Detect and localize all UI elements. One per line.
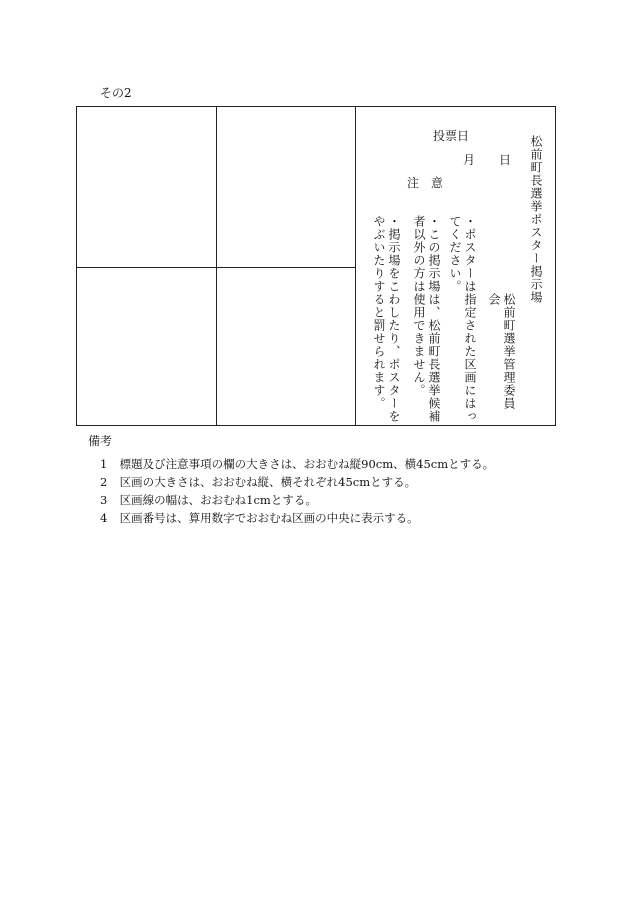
poster-section: [216, 107, 355, 267]
note-text: 区画線の幅は、おおむね1cmとする。: [119, 493, 317, 507]
notes-label: 備考: [88, 434, 113, 448]
notice-2: ・この掲示場は、松前町長選挙候補者以外の方は使用できません。: [412, 215, 441, 423]
notice-panel: [355, 107, 557, 427]
note-text: 区画の大きさは、おおむね縦、横それぞれ45cmとする。: [119, 475, 417, 489]
notice-1: ・ポスターは指定された区画にはってください。: [448, 215, 477, 423]
month-label: 月: [463, 153, 476, 167]
note-item: [100, 492, 317, 508]
note-item: [100, 510, 419, 526]
note-text: 区画番号は、算用数字でおおむね区画の中央に表示する。: [119, 511, 419, 525]
note-text: 標題及び注意事項の欄の大きさは、おおむね縦90cm、横45cmとする。: [119, 457, 495, 471]
issuer-label: 松前町選挙管理委員会: [487, 293, 516, 410]
note-number: 4: [100, 511, 108, 525]
day-label: 日: [499, 153, 512, 167]
poster-section: [77, 107, 216, 267]
board-title: 松前町長選挙ポスター掲示場: [529, 135, 543, 304]
notice-3: ・掲示場をこわしたり、ポスターをやぶいたりすると罰せられます。: [372, 215, 401, 423]
vote-day-label: 投票日: [433, 129, 470, 143]
note-item: [100, 474, 416, 490]
poster-section: [77, 267, 216, 427]
note-item: [100, 456, 494, 472]
note-number: 1: [100, 457, 108, 471]
poster-section: [216, 267, 355, 427]
note-number: 3: [100, 493, 108, 507]
poster-board-diagram: [76, 106, 556, 426]
page-heading: その2: [100, 86, 132, 100]
caution-label: 注 意: [407, 176, 444, 190]
note-number: 2: [100, 475, 108, 489]
